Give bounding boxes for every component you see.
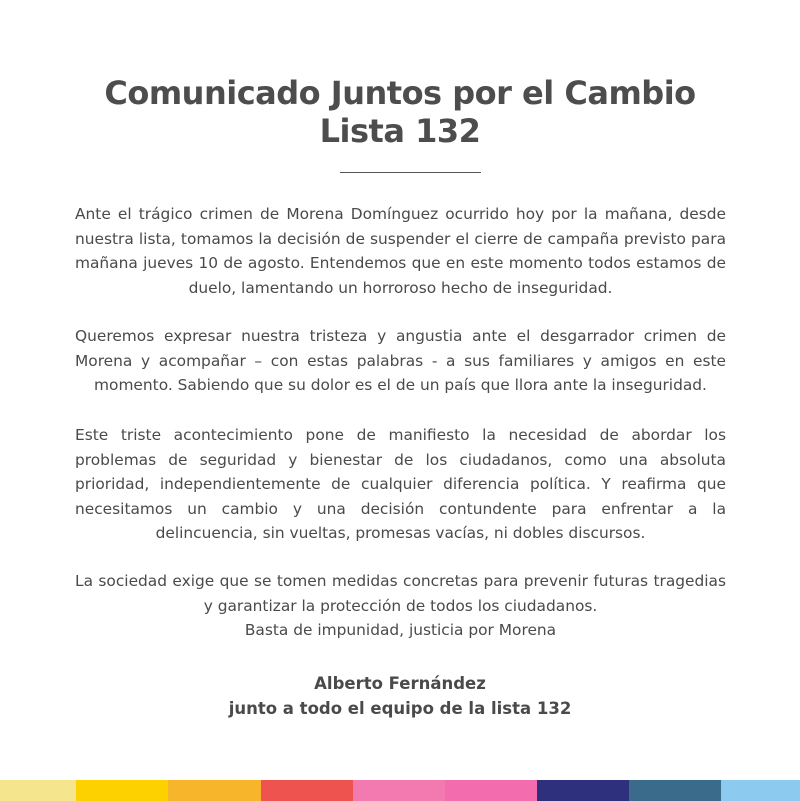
color-segment [0, 780, 76, 801]
color-segment [537, 780, 629, 801]
page-title [40, 74, 760, 150]
color-segment [445, 780, 537, 801]
closing-line: Basta de impunidad, justicia por Morena [244, 621, 557, 639]
color-segment [629, 780, 721, 801]
signature-name: Alberto Fernández [314, 674, 486, 693]
paragraph-1: Ante el trágico crimen de Morena Domínguez ocurrido hoy por la mañana, desde nuestra lista, tomamos la decisión de suspender el cierre de campaña previsto para mañana jueves 10 de agosto. Entendemos que en este momento todos estamos de duelo, lamentando un horroroso hecho de inseguridad. [75, 205, 726, 297]
color-stripe-footer [0, 780, 800, 801]
paragraph-2: Queremos expresar nuestra tristeza y angustia ante el desgarrador crimen de Morena y acompañar – con estas palabras - a sus familiares y amigos en este momento. Sabiendo que su dolor es el de un país que llora ante la inseguridad. [75, 327, 726, 394]
color-segment [76, 780, 168, 801]
color-segment [721, 780, 800, 801]
paragraph-4: La sociedad exige que se tomen medidas concretas para prevenir futuras tragedias y garantizar la protección de todos los ciudadanos. [75, 572, 726, 615]
color-segment [261, 780, 353, 801]
title-divider [340, 172, 481, 173]
title-line-2: Lista 132 [319, 112, 481, 150]
color-segment [353, 780, 445, 801]
paragraph-3: Este triste acontecimiento pone de manifiesto la necesidad de abordar los problemas de seguridad y bienestar de los ciudadanos, como una absoluta prioridad, independientemente de cualquier diferencia política. Y reafirma que necesitamos un cambio y una decisión contundente para enfrentar a la delincuencia, sin vueltas, promesas vacías, ni dobles discursos. [75, 426, 726, 542]
color-segment [168, 780, 261, 801]
title-line-1: Comunicado Juntos por el Cambio [104, 74, 696, 112]
signature-team: junto a todo el equipo de la lista 132 [228, 699, 572, 718]
